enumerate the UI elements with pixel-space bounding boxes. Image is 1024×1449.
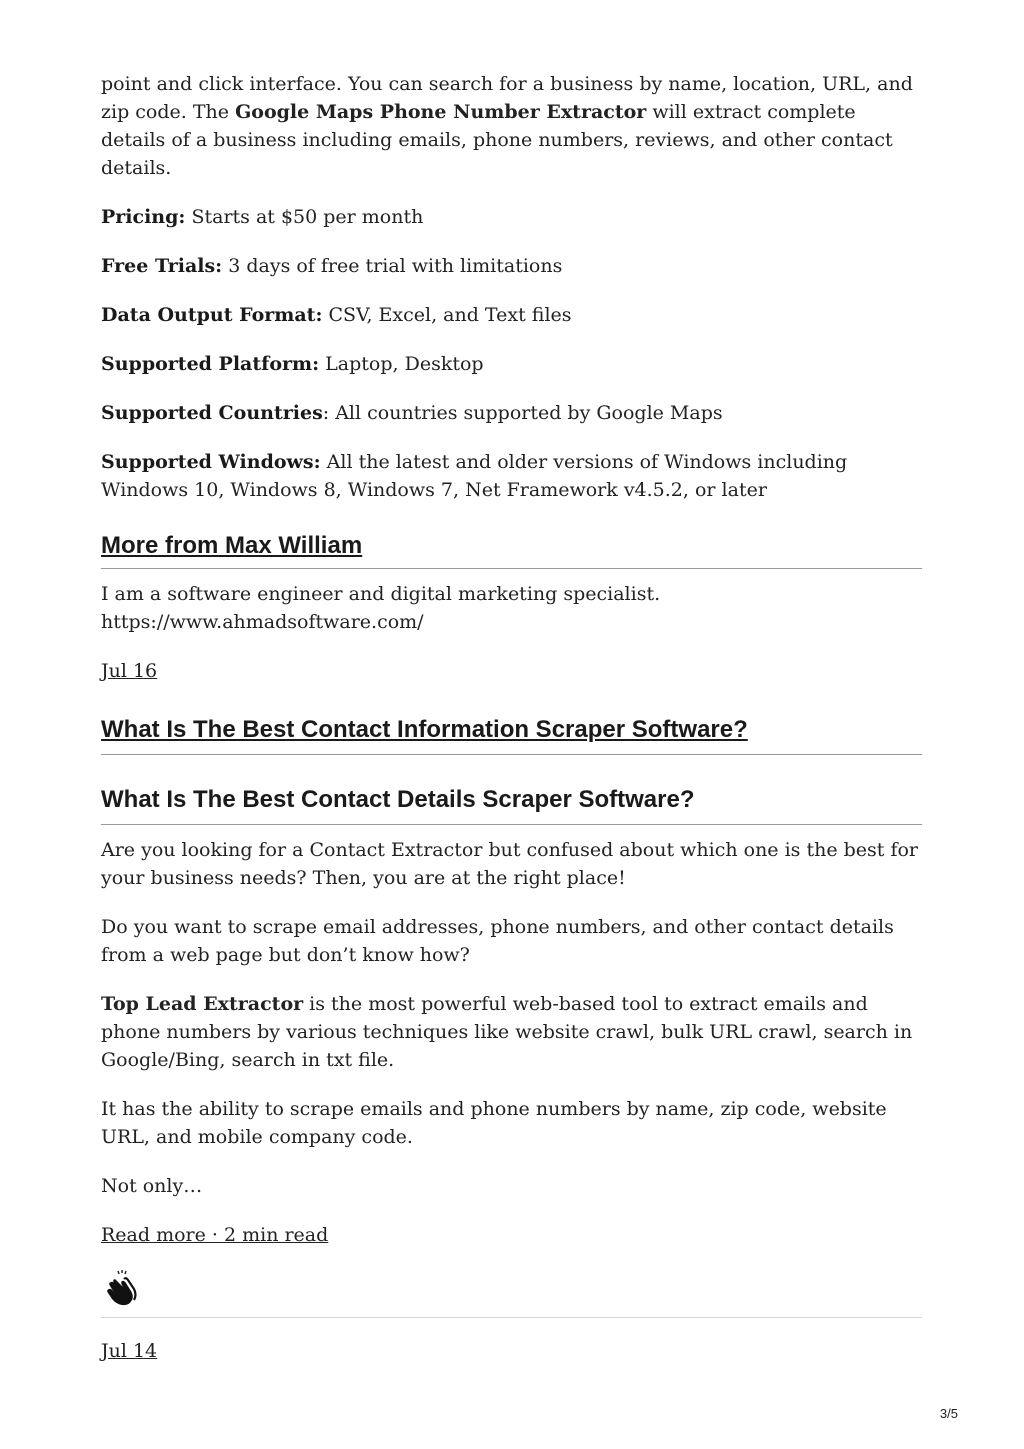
pricing-field — [101, 203, 922, 231]
author-bio-line: I am a software engineer and digital marketing specialist. — [101, 583, 661, 605]
author-website: https://www.ahmadsoftware.com/ — [101, 611, 424, 633]
intro-bold-product: Google Maps Phone Number Extractor — [235, 101, 647, 123]
document-body — [101, 70, 922, 1365]
countries-field — [101, 399, 922, 427]
countries-value: : All countries supported by Google Maps — [322, 402, 723, 424]
article-date-row — [101, 657, 922, 685]
output-format-value: CSV, Excel, and Text files — [322, 304, 572, 326]
free-trials-value: 3 days of free trial with limitations — [222, 255, 563, 277]
output-format-field — [101, 301, 922, 329]
clap-icon-svg — [105, 1269, 141, 1307]
next-article-date-row — [101, 1337, 922, 1365]
windows-value: All the latest and older versions of Windows including Windows 10, Windows 8, Windows 7, Net Framework v4.5.2, or later — [101, 451, 848, 501]
platform-field — [101, 350, 922, 378]
countries-label: Supported Countries — [101, 402, 323, 424]
section-divider — [101, 1317, 922, 1318]
read-more-link[interactable]: Read more · 2 min read — [101, 1224, 329, 1246]
pricing-label: Pricing: — [101, 206, 186, 228]
platform-value: Laptop, Desktop — [319, 353, 484, 375]
article-date-link[interactable]: Jul 16 — [101, 660, 158, 682]
intro-text-1: point and click interface. You can search for a business by name, location, URL, and zip code. The — [101, 73, 913, 123]
article-title-link[interactable]: What Is The Best Contact Information Scraper Software? — [101, 714, 922, 755]
windows-field — [101, 448, 922, 504]
next-article-date-link[interactable]: Jul 14 — [101, 1340, 158, 1362]
platform-label: Supported Platform: — [101, 353, 320, 375]
article-subtitle: What Is The Best Contact Details Scraper Software? — [101, 784, 922, 825]
more-from-heading[interactable]: More from Max William — [101, 530, 922, 569]
article-paragraph-3 — [101, 990, 922, 1074]
windows-label: Supported Windows: — [101, 451, 321, 473]
article-paragraph-5: Not only… — [101, 1175, 203, 1197]
article-paragraph-3-rest: is the most powerful web-based tool to extract emails and phone numbers by various techniques like website crawl, bulk URL crawl, search in Google/Bing, search in txt file. — [101, 993, 913, 1071]
article-paragraph-4: It has the ability to scrape emails and phone numbers by name, zip code, website URL, and mobile company code. — [101, 1098, 887, 1148]
article-paragraph-1: Are you looking for a Contact Extractor but confused about which one is the best for your business needs? Then, you are at the right place! — [101, 839, 918, 889]
intro-text-2: will extract complete details of a business including emails, phone numbers, reviews, and other contact details. — [101, 101, 893, 179]
free-trials-label: Free Trials: — [101, 255, 223, 277]
author-bio — [101, 580, 922, 636]
intro-paragraph — [101, 70, 922, 182]
page-number: 3/5 — [939, 1406, 958, 1421]
read-more-row — [101, 1221, 922, 1249]
free-trials-field — [101, 252, 922, 280]
clap-icon[interactable] — [105, 1269, 141, 1307]
pricing-value: Starts at $50 per month — [185, 206, 424, 228]
output-format-label: Data Output Format: — [101, 304, 323, 326]
top-lead-extractor-bold: Top Lead Extractor — [101, 993, 304, 1015]
article-paragraph-2: Do you want to scrape email addresses, phone numbers, and other contact details from a web page but don’t know how? — [101, 916, 894, 966]
